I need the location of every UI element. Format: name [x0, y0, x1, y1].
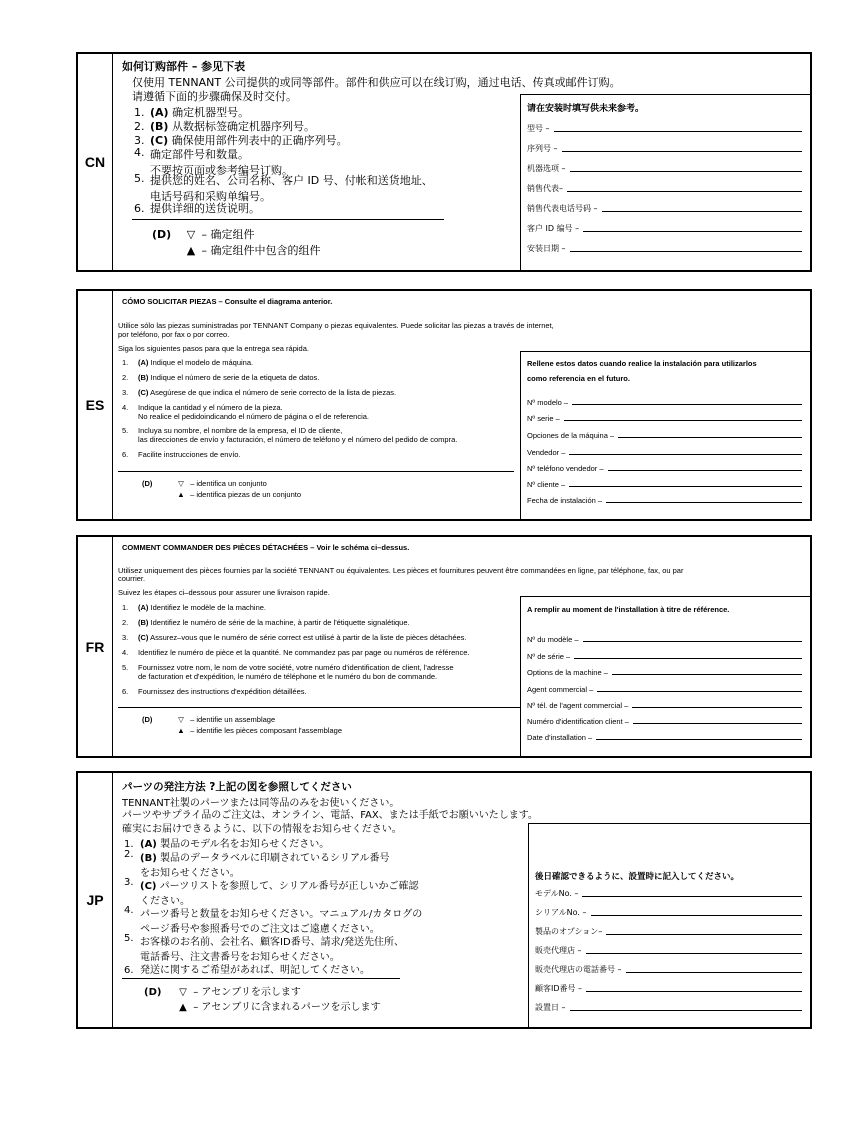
open-triangle-icon: ▽ — [178, 715, 184, 724]
sales-rep-field[interactable]: Vendedor – — [527, 448, 802, 457]
install-date-field[interactable]: Fecha de instalación – — [527, 496, 802, 505]
section-jp — [76, 771, 812, 1029]
list-item: 3. (C) 确保使用部件列表中的正确序列号。 — [134, 134, 348, 147]
list-item: 2. (B) Identifiez le numéro de série de la machine, à partir de l'étiquette signalétique. — [122, 618, 410, 627]
divider — [122, 978, 400, 979]
language-label: CN — [78, 54, 113, 270]
options-field[interactable]: 机器选项 – — [527, 163, 802, 174]
reference-form — [520, 351, 810, 519]
list-item: 5. お客様のお名前、会社名、顧客ID番号、請求/発送先住所、 電話番号、注文書番号をお知らせください。 — [124, 933, 405, 963]
list-item: 4. パーツ番号と数量をお知らせください。マニュアル/カタログの ページ番号や参照番号でのご注文はご遠慮ください。 — [124, 905, 423, 935]
list-item: 2. (B) Indique el número de serie de la etiqueta de datos. — [122, 373, 320, 382]
serial-field[interactable]: シリアルNo. – — [535, 907, 802, 918]
model-field[interactable]: Nº modelo – — [527, 398, 802, 407]
list-item: 3. (C) Assurez–vous que le numéro de série correct est utilisé à partir de la liste de pièces détachées. — [122, 633, 467, 642]
sales-rep-field[interactable]: Agent commercial – — [527, 685, 802, 694]
form-title: Rellene estos datos cuando realice la instalación para utilizarlos como referencia en el futuro. — [527, 359, 757, 383]
reference-form — [520, 94, 810, 270]
intro-text: Suivez les étapes ci–dessous pour assurer une livraison rapide. — [118, 588, 330, 597]
list-item: 3. (C) パーツリストを参照して、シリアル番号が正しいかご確認 ください。 — [124, 877, 419, 907]
filled-triangle-icon: ▲ — [177, 490, 185, 499]
reference-form — [528, 823, 810, 1027]
filled-triangle-icon: ▲ — [177, 726, 185, 735]
section-fr — [76, 535, 812, 758]
serial-field[interactable]: Nº de série – — [527, 652, 802, 661]
list-item: 4. 确定部件号和数量。 不要按页面或参考编号订购。 — [134, 146, 293, 177]
open-triangle-icon: ▽ — [179, 987, 187, 998]
filled-triangle-icon: ▲ — [179, 1002, 187, 1013]
form-title: 後日確認できるように、設置時に記入してください。 — [535, 872, 740, 882]
legend: (D) ▽ – identifie un assemblage ▲ – identifie les pièces composant l'assemblage — [142, 715, 343, 735]
serial-field[interactable]: 序列号 – — [527, 143, 802, 154]
intro-text: 仅使用 TENNANT 公司提供的或同等部件。部件和供应可以在线订购，通过电话、传真或邮件订购。 — [132, 76, 621, 89]
legend: (D) ▽ – identifica un conjunto ▲ – identifica piezas de un conjunto — [142, 479, 302, 499]
reference-form — [520, 596, 810, 756]
list-item: 1. (A) 确定机器型号。 — [134, 106, 250, 119]
intro-text: Utilice sólo las piezas suministradas por TENNANT Company o piezas equivalentes. Puede solicitar las piezas a través de internet, — [118, 321, 554, 330]
form-title: 请在安装时填写供未来参考。 — [527, 104, 645, 114]
sales-rep-phone-field[interactable]: 販売代理店の電話番号 – — [535, 964, 802, 975]
intro-text: 確実にお届けできるように、以下の情報をお知らせください。 — [122, 824, 402, 835]
list-item: 6. 提供详细的送货说明。 — [134, 202, 260, 215]
list-item: 4. Indique la cantidad y el número de la pieza. No realice el pedidoindicando el número de página o el de referencia. — [122, 403, 369, 421]
install-date-field[interactable]: 設置日 – — [535, 1002, 802, 1013]
sales-rep-field[interactable]: 販売代理店 – — [535, 945, 802, 956]
open-triangle-icon: ▽ — [178, 479, 184, 488]
intro-text: courrier. — [118, 574, 146, 583]
section-title: CÓMO SOLICITAR PIEZAS – Consulte el diagrama anterior. — [122, 297, 333, 306]
customer-id-field[interactable]: 客户 ID 编号 – — [527, 223, 802, 234]
form-title: A remplir au moment de l'installation à titre de référence. — [527, 605, 730, 614]
section-es — [76, 289, 812, 521]
customer-id-field[interactable]: Nº cliente – — [527, 480, 802, 489]
list-item: 6. 発送に関するご希望があれば、明記してください。 — [124, 965, 370, 976]
legend: (D) ▽ – アセンブリを示します ▲ – アセンブリに含まれるパーツを示します — [144, 987, 381, 1013]
model-field[interactable]: Nº du modèle – — [527, 635, 802, 644]
intro-text: Utilisez uniquement des pièces fournies par la société TENNANT ou équivalentes. Les pièces et fournitures peuvent être commandées en ligne, par téléphone, fax, ou par — [118, 566, 684, 575]
section-cn — [76, 52, 812, 272]
language-label: ES — [78, 291, 113, 519]
intro-text: 请遵循下面的步骤确保及时交付。 — [132, 90, 297, 103]
options-field[interactable]: 製品のオプション– — [535, 926, 802, 937]
filled-triangle-icon: ▲ — [186, 244, 196, 257]
divider — [132, 219, 444, 220]
list-item: 6. Fournissez des instructions d'expédition détaillées. — [122, 687, 307, 696]
sales-rep-phone-field[interactable]: Nº tél. de l'agent commercial – — [527, 701, 802, 710]
install-date-field[interactable]: 安装日期 – — [527, 243, 802, 254]
language-label: JP — [78, 773, 113, 1027]
sales-rep-phone-field[interactable]: Nº teléfono vendedor – — [527, 464, 802, 473]
list-item: 1. (A) Indique el modelo de máquina. — [122, 358, 254, 367]
list-item: 6. Facilite instrucciones de envío. — [122, 450, 241, 459]
sales-rep-field[interactable]: 销售代表– — [527, 183, 802, 194]
language-label: FR — [78, 537, 113, 756]
list-item: 5. Fournissez votre nom, le nom de votre société, votre numéro d'identification de client, l'adresse de facturation et d'expédition, le numéro de téléphone et le numéro du bon de commande. — [122, 663, 454, 681]
open-triangle-icon: ▽ — [186, 228, 196, 241]
intro-text: Siga los siguientes pasos para que la entrega sea rápida. — [118, 344, 309, 353]
serial-field[interactable]: Nº serie – — [527, 414, 802, 423]
list-item: 2. (B) 製品のデータラベルに印刷されているシリアル番号 をお知らせください。 — [124, 849, 390, 879]
section-title: 如何订购部件 – 参见下表 — [122, 60, 246, 73]
list-item: 4. Identifiez le numéro de pièce et la quantité. Ne commandez pas par page ou numéros de référence. — [122, 648, 470, 657]
intro-text: por teléfono, por fax o por correo. — [118, 330, 230, 339]
options-field[interactable]: Opciones de la máquina – — [527, 431, 802, 440]
customer-id-field[interactable]: Numéro d'identification client – — [527, 717, 802, 726]
legend: (D) ▽ – 确定组件 ▲ – 确定组件中包含的组件 — [152, 228, 321, 257]
intro-text: パーツやサプライ品のご注文は、オンライン、電話、FAX、または手紙でお願いいたします。 — [122, 810, 538, 821]
model-field[interactable]: 型号 – — [527, 123, 802, 134]
model-field[interactable]: モデルNo. – — [535, 888, 802, 899]
options-field[interactable]: Options de la machine – — [527, 668, 802, 677]
list-item: 1. (A) 製品のモデル名をお知らせください。 — [124, 839, 330, 850]
sales-rep-phone-field[interactable]: 销售代表电话号码 – — [527, 203, 802, 214]
list-item: 2. (B) 从数据标签确定机器序列号。 — [134, 120, 315, 133]
section-title: パーツの発注方法 ?上記の図を参照してください — [122, 781, 352, 793]
list-item: 1. (A) Identifiez le modèle de la machine. — [122, 603, 267, 612]
customer-id-field[interactable]: 顧客ID番号 – — [535, 983, 802, 994]
section-title: COMMENT COMMANDER DES PIÈCES DÉTACHÉES – Voir le schéma ci–dessus. — [122, 543, 410, 552]
list-item: 5. 提供您的姓名、公司名称、客户 ID 号、付帐和送货地址、 电话号码和采购单编号。 — [134, 172, 433, 203]
install-date-field[interactable]: Date d'installation – — [527, 733, 802, 742]
divider — [118, 471, 514, 472]
list-item: 3. (C) Asegúrese de que indica el número de serie correcto de la lista de piezas. — [122, 388, 397, 397]
list-item: 5. Incluya su nombre, el nombre de la empresa, el ID de cliente, las direcciones de envío y facturación, el número de teléfono y el número del pedido de compra. — [122, 426, 458, 444]
divider — [118, 707, 520, 708]
intro-text: TENNANT社製のパーツまたは同等品のみをお使いください。 — [122, 798, 400, 809]
